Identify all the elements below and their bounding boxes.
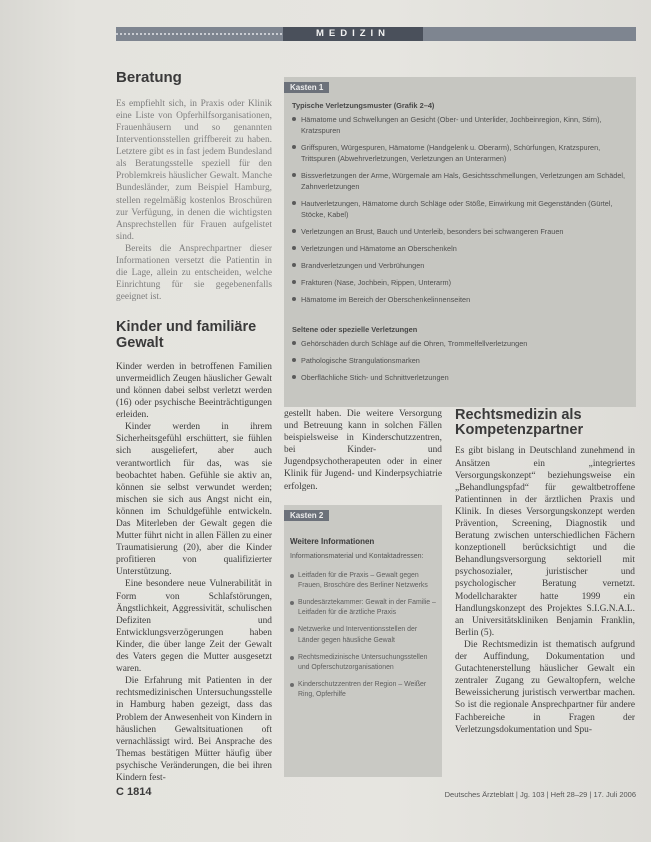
info-list — [290, 571, 436, 701]
list-item: Netzwerke und Interventionsstellen der Länder gegen häusliche Gewalt — [290, 625, 436, 645]
info-box-2 — [284, 505, 442, 777]
section-label: MEDIZIN — [283, 27, 423, 41]
paragraph: Es gibt bislang in Deutschland zunehmend in Ansätzen ein „integriertes Versorgungskonzept“ beziehungsweise ein „Behandlungspfad“ für gewaltbetroffene Patientinnen in der ärztlichen Praxis und Klinik. In dieses Versorgungskonzept werden Prävention, Screening, Diagnostik und Beratung zwischen unterschiedlichen Fächern konzeptionell berücksichtigt und die Behandlungsversorgung sektoriell mit psychosozialer, juristischer und psychologischer Beratung vernetzt. Modellcharakter hatte 1999 ein Handlungskonzept des Projektes S.I.G.N.A.L. an Universitätskliniken Benjamin Franklin, Berlin (5). — [455, 446, 635, 638]
box-subheading: Typische Verletzungsmuster (Grafik 2–4) — [292, 101, 435, 110]
list-item: Oberflächliche Stich- und Schnittverletzungen — [292, 372, 628, 383]
citation: Deutsches Ärzteblatt | Jg. 103 | Heft 28–29 | 17. Juli 2006 — [444, 790, 636, 799]
list-item: Bundesärztekammer: Gewalt in der Familie – Leitfaden für die ärztliche Praxis — [290, 598, 436, 618]
heading-beratung: Beratung — [116, 69, 182, 86]
box-tag: Kasten 2 — [284, 510, 329, 521]
paragraph: gestellt haben. Die weitere Versorgung und Betreuung kann in solchen Fällen beispielsweise in Kinderschutzzentren, bei Kinder- und Jugendpsychotherapeuten oder in einer Klinik für Jugend- und Kinderpsychiatrie erfolgen. — [284, 409, 442, 492]
box-subheading: Seltene oder spezielle Verletzungen — [292, 325, 418, 334]
middle-column — [284, 408, 442, 493]
injury-list — [292, 114, 628, 305]
list-item: Gehörschäden durch Schläge auf die Ohren, Trommelfellverletzungen — [292, 338, 628, 349]
list-item: Hautverletzungen, Hämatome durch Schläge oder Stöße, Einwirkung mit Gegenständen (Gürtel, Stöcke, Kabel) — [292, 198, 628, 220]
paragraph: Die Erfahrung mit Patienten in der rechtsmedizinischen Untersuchungsstelle in Hamburg haben gezeigt, dass das Problem der Anwesenheit von Kindern in häuslichen Gewaltsituationen oft vernachlässigt wird. Bei Ansprache des Themas bestätigen Mütter häufig über psychische Veränderungen, die bei ihren Kindern fest- — [116, 676, 272, 783]
list-item: Frakturen (Nase, Jochbein, Rippen, Unterarm) — [292, 277, 628, 288]
list-item: Leitfaden für die Praxis – Gewalt gegen Frauen, Broschüre des Berliner Netzwerks — [290, 571, 436, 591]
paragraph: Bereits die Ansprechpartner dieser Informationen versetzt die Patientin in die Lage, allein zu entscheiden, welche Einrichtung für sie gegebenenfalls geeignet ist. — [116, 243, 272, 303]
paragraph: Kinder werden in ihrem Sicherheitsgefühl erschüttert, sie fühlen sich ausgeliefert, aber auch verantwortlich für das, was sie beobachtet haben. Gefühle sie aktiv an, können sie selbst verwundet werden; mischen sie sich aus Angst nicht ein, können im Schuldgefühle entwickeln. Das Miterleben der Gewalt gegen die Mutter führt nicht in allen Fällen zu einer Traumatisierung (20), aber die Kinder profitieren von qualifizierter Unterstützung. — [116, 422, 272, 578]
list-item: Pathologische Strangulationsmarken — [292, 355, 628, 366]
list-item: Brandverletzungen und Verbrühungen — [292, 260, 628, 271]
box-tag: Kasten 1 — [284, 82, 329, 93]
left-column — [116, 70, 272, 784]
special-injury-list — [292, 338, 628, 383]
paragraph: Kinder werden in betroffenen Familien unvermeidlich Zeugen häuslicher Gewalt und können dabei selbst verletzt werden (16) oder psychische Beeinträchtigungen erleiden. — [116, 361, 272, 421]
list-item: Hämatome im Bereich der Oberschenkelinnenseiten — [292, 294, 628, 305]
page-number: C 1814 — [116, 786, 152, 798]
list-item: Bissverletzungen der Arme, Würgemale am Hals, Gesichtsschmellungen, Verletzungen am Schädel, Zahnverletzungen — [292, 170, 628, 192]
list-item: Verletzungen und Hämatome an Oberschenkeln — [292, 243, 628, 254]
paragraph: Es empfiehlt sich, in Praxis oder Klinik eine Liste von Opferhilfsorganisationen, Frauenhäusern und so genannten Interventionsstellen griffbereit zu haben. Letztere gibt es in fast jedem Bundesland als Beratungsstelle speziell für den Problemkreis häuslicher Gewalt. Manche Bundesländer, zum Beispiel Hamburg, stellen regelmäßig kostenlos Broschüren zur Verfügung, in denen die wichtigsten Ansprechstellen für Frauen aufgelistet sind. — [116, 98, 272, 242]
box-intro: Informationsmaterial und Kontaktadressen: — [290, 553, 424, 560]
list-item: Kinderschutzzentren der Region – Weißer Ring, Opferhilfe — [290, 680, 436, 700]
box-heading: Weitere Informationen — [290, 537, 375, 546]
list-item: Rechtsmedizinische Untersuchungsstellen und Opferschutzorganisationen — [290, 653, 436, 673]
right-column — [455, 408, 635, 736]
list-item: Griffspuren, Würgespuren, Hämatome (Handgelenk u. Oberarm), Schürfungen, Kratzspuren, Trittspuren (Abwehrverletzungen, Verletzungen an Unterarmen) — [292, 142, 628, 164]
paragraph: Eine besondere neue Vulnerabilität in Form von Schlafstörungen, Ängstlichkeit, Aggressivität, schulischen Defiziten und Entwicklungsverzögerungen haben Kinder, die über lange Zeit der Gewalt des Vaters gegen die Mutter ausgesetzt waren. — [116, 579, 272, 675]
heading-kinder: Kinder und familiäre Gewalt — [116, 319, 257, 351]
list-item: Hämatome und Schwellungen an Gesicht (Ober- und Unterlider, Jochbeinregion, Kinn, Stirn), Kratzspuren — [292, 114, 628, 136]
paragraph: Die Rechtsmedizin ist thematisch aufgrund der Auffindung, Dokumentation und Gutachtenerstellung häuslicher Gewalt ein zentraler Zugang zu Gewaltopfern, welche Beweissicherung juristisch verwertbar machen. So ist die regionale Ansprechpartner für andere Fachbereiche in Fragen der Verletzungsdokumentation und Spu- — [455, 639, 635, 735]
info-box-1 — [284, 77, 636, 407]
heading-rechtsmedizin: Rechtsmedizin als Kompetenzpartner — [455, 407, 584, 439]
list-item: Verletzungen an Brust, Bauch und Unterleib, besonders bei schwangeren Frauen — [292, 226, 628, 237]
header-rule — [116, 33, 286, 36]
